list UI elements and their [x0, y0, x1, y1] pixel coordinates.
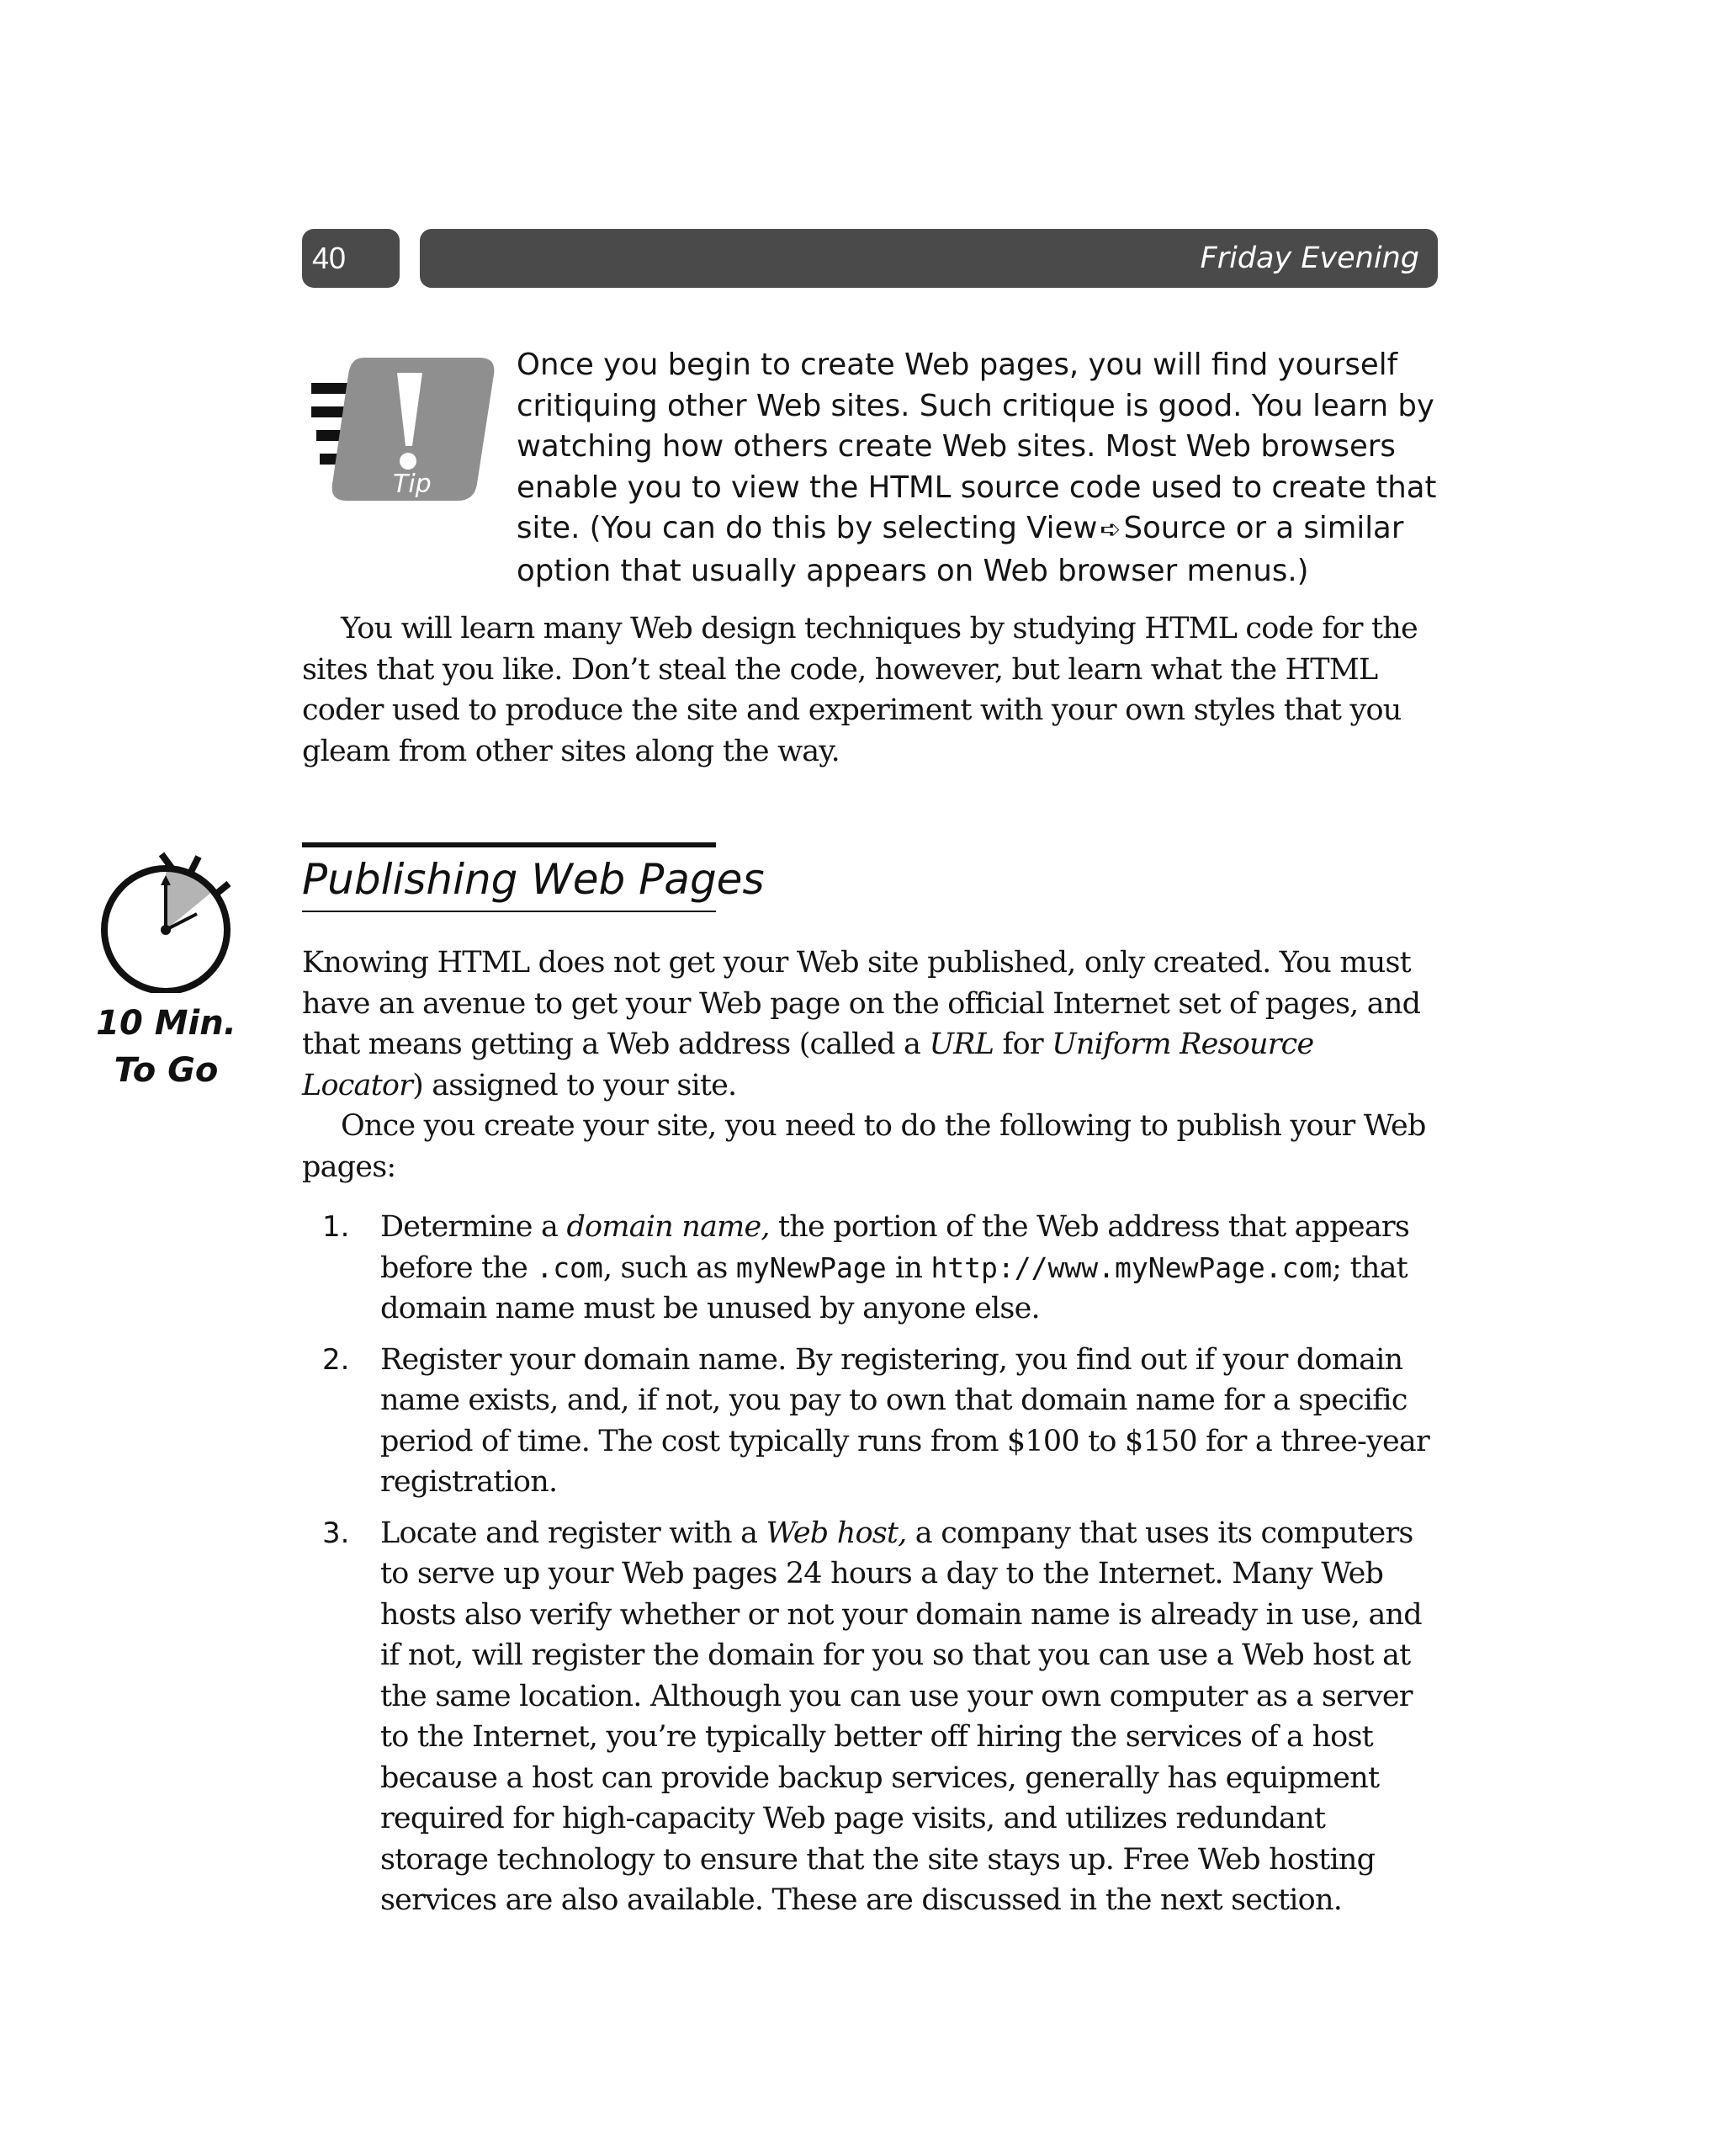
code-snippet: http://www.myNewPage.com [930, 1251, 1333, 1284]
time-remaining-label: 10 Min. To Go [96, 1004, 236, 1090]
tip-icon-label: Tip [393, 470, 432, 499]
intro-paragraph: You will learn many Web design techniques by studying HTML code for the sites that you like. Don’t steal the code, however, but learn what the HTML coder used to produce the site and experiment with your own styles that you gleam from other sites along the way. [302, 612, 1418, 768]
section-paragraph-2: Once you create your site, you need to do the following to publish your Web pages: [302, 1109, 1426, 1184]
list-item-number: 3. [322, 1516, 350, 1550]
running-head: Friday Evening [420, 229, 1438, 288]
list-item: 1. Determine a domain name, the portion of the Web address that appears before the .com, such as myNewPage in http://www.myNewPage.com; that domain name must be unused by anyone else. [322, 1207, 1433, 1330]
web-host-term: Web host, [766, 1516, 907, 1550]
tip-icon [305, 358, 498, 505]
domain-name-term: domain name, [566, 1210, 770, 1244]
code-snippet: .com [536, 1251, 603, 1284]
list-item-number: 1. [322, 1210, 350, 1244]
section-heading: Publishing Web Pages [302, 855, 765, 904]
menu-arrow-icon: ➪ [1100, 515, 1121, 544]
page-number: 40 [302, 229, 400, 288]
tip-text: Once you begin to create Web pages, you will find yourself critiquing other Web sites. Such critique is good. You learn by watching how others create Web sites. Most Web browsers enable you to view the HTML source code used to create that site. (You can do this by selecting View ➪Source or a similar option that usually appears on Web browser menus.) [517, 348, 1437, 588]
url-term: URL [929, 1028, 994, 1061]
stopwatch-icon [94, 842, 237, 993]
heading-rule-bottom [302, 911, 716, 912]
publishing-steps-list [322, 1207, 1433, 1931]
section-paragraph-1: Knowing HTML does not get your Web site published, only created. You must have an avenue to get your Web page on the official Internet set of pages, and that means getting a Web address (called a URL for Uniform Resource Locator) assigned to your site. [302, 946, 1421, 1102]
heading-rule-top [302, 842, 716, 847]
list-item-number: 2. [322, 1342, 350, 1377]
timer-wedge [166, 868, 213, 930]
list-item: 2. Register your domain name. By registering, you find out if your domain name exists, and, if not, you pay to own that domain name for a specific period of time. The cost typically runs from $100 to $150 for a three-year registration. [322, 1340, 1433, 1503]
code-snippet: myNewPage [735, 1251, 887, 1284]
list-item: 3. Locate and register with a Web host, a company that uses its computers to serve up your Web pages 24 hours a day to the Internet. Many Web hosts also verify whether or not your domain name is already in use, and if not, will register the domain for you so that you can use a Web host at the same location. Although you can use your own computer as a server to the Internet, you’re typically better off hiring the services of a host because a host can provide backup services, generally has equipment required for high-capacity Web page visits, and utilizes redundant storage technology to ensure that the site stays up. Free Web hosting services are also available. These are discussed in the next section. [322, 1513, 1433, 1921]
url-expansion: Uniform Resource Locator [302, 1028, 1314, 1102]
